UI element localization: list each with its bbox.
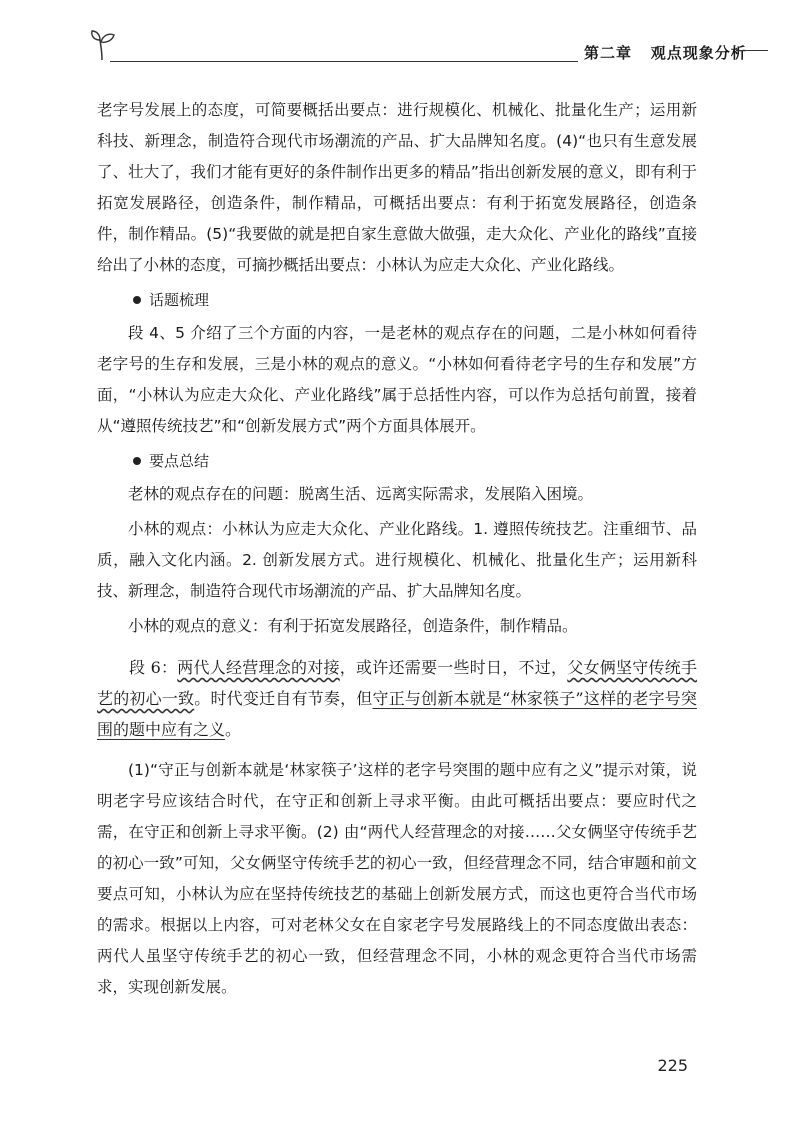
section-title: 观点现象分析 xyxy=(650,44,747,62)
bullet-heading-summary xyxy=(97,446,697,477)
paragraph-topic: 段 4、5 介绍了三个方面的内容，一是老林的观点存在的问题，二是小林如何看待老字号的生存和发展，三是小林的观点的意义。“小林如何看待老字号的生存和发展”方面，“小林认为应走大众化、产业化路线”属于总括性内容，可以作为总括句前置，接着从“遵照传统技艺”和“创新发展方式”两个方面具体展开。 xyxy=(97,324,697,435)
paragraph-analysis: (1)“守正与创新本就是‘林家筷子’这样的老字号突围的题中应有之义”提示对策，说明老字号应该结合时代，在守正和创新上寻求平衡。由此可概括出要点：要应时代之需，在守正和创新上寻求平衡。(2) 由“两代人经营理念的对接……父女俩坚守传统手艺的初心一致”可知，父女俩坚守传统手艺的初心一致，但经营理念不同，结合审题和前文要点可知，小林认为应在坚持传统技艺的基础上创新发展方式，而这也更符合当代市场的需求。根据以上内容，可对老林父女在自家老字号发展路线上的不同态度做出表态：两代人虽坚守传统手艺的初心一致，但经营理念不同，小林的观念更符合当代市场需求，实现创新发展。 xyxy=(97,761,697,996)
page-body xyxy=(97,95,697,1003)
bullet-dot-icon xyxy=(133,457,141,465)
excerpt-lead: 段 6： xyxy=(129,658,178,677)
spacer xyxy=(97,745,697,755)
paragraph-viewpoint: 小林的观点：小林认为应走大众化、产业化路线。1. 遵照传统技艺。注重细节、品质，融入文化内涵。2. 创新发展方式。进行规模化、机械化、批量化生产；运用新科技、新理念，制造符合现代市场潮流的产品、扩大品牌知名度。 xyxy=(97,520,697,600)
page-number: 225 xyxy=(657,1056,688,1075)
underlined-phrase-3: 守正与创新本就是“林家筷子”这样的老字号突围的题中应有之义 xyxy=(97,689,697,739)
underlined-phrase-1: 两代人经营理念的对接 xyxy=(177,658,340,677)
bullet-label: 要点总结 xyxy=(149,452,210,470)
bullet-dot-icon xyxy=(133,296,141,304)
chapter-title xyxy=(584,42,747,63)
underlined-phrase-2: 父女俩坚守传统手艺的初心一致 xyxy=(97,658,697,708)
paragraph-problem: 老林的观点存在的问题：脱离生活、远离实际需求，发展陷入困境。 xyxy=(128,485,594,503)
header-rule-left xyxy=(110,61,578,62)
leaf-sprout-icon xyxy=(88,28,118,62)
excerpt-text-1: ，或许还需要一些时日，不过， xyxy=(339,658,568,677)
excerpt-text-3: 。 xyxy=(225,720,242,739)
excerpt-paragraph-6 xyxy=(97,652,697,745)
bullet-heading-topic xyxy=(97,285,697,316)
chapter-number: 第二章 xyxy=(584,44,633,62)
excerpt-text-2: 。时代变迁自有节奏，但 xyxy=(194,689,373,708)
paragraph-significance: 小林的观点的意义：有利于拓宽发展路径，创造条件，制作精品。 xyxy=(128,617,578,635)
spacer xyxy=(97,642,697,652)
paragraph-continuation: 老字号发展上的态度，可简要概括出要点：进行规模化、机械化、批量化生产；运用新科技、新理念，制造符合现代市场潮流的产品、扩大品牌知名度。(4)“也只有生意发展了、壮大了，我们才能有更好的条件制作出更多的精品”指出创新发展的意义，即有利于拓宽发展路径，创造条件，制作精品，可概括出要点：有利于拓宽发展路径，创造条件，制作精品。(5)“我要做的就是把自家生意做大做强，走大众化、产业化的路线”直接给出了小林的态度，可摘抄概括出要点：小林认为应走大众化、产业化路线。 xyxy=(97,101,697,274)
header-rule-right xyxy=(736,50,768,51)
bullet-label: 话题梳理 xyxy=(149,291,210,309)
running-header xyxy=(88,28,768,68)
